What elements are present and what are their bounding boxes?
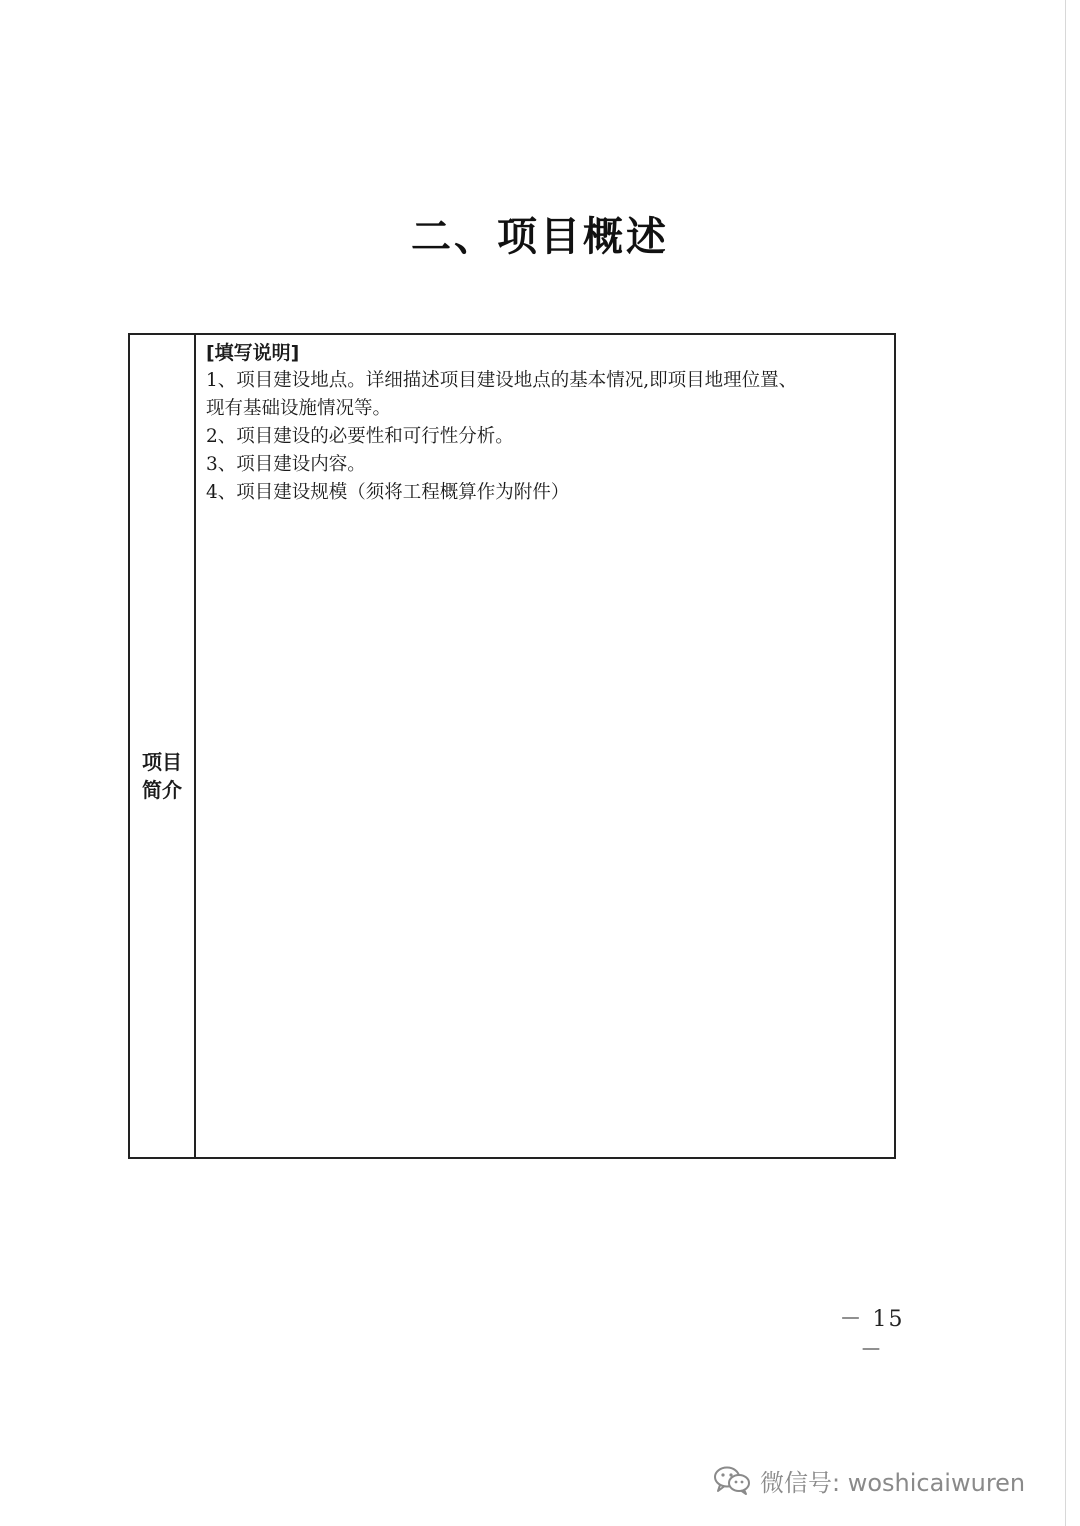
instruction-line-3: 2、项目建设的必要性和可行性分析。 (206, 426, 514, 447)
instructions-heading: [填写说明] (206, 342, 300, 364)
row-label (139, 748, 185, 804)
page-number: － 15 － (839, 1307, 905, 1363)
row-label-line-2: 简介 (142, 778, 182, 802)
project-intro-content-cell[interactable] (196, 335, 894, 1157)
row-label-cell (130, 335, 196, 1157)
row-label-line-1: 项目 (142, 750, 182, 774)
instruction-line-4: 3、项目建设内容。 (206, 454, 366, 475)
project-overview-table (128, 333, 896, 1159)
instruction-line-5: 4、项目建设规模（须将工程概算作为附件） (206, 482, 570, 503)
instruction-line-1: 1、项目建设地点。详细描述项目建设地点的基本情况,即项目地理位置、 (206, 370, 798, 391)
watermark (712, 1460, 1025, 1500)
page-title: 二、项目概述 (411, 214, 669, 260)
wechat-icon (712, 1464, 752, 1496)
instruction-line-2: 现有基础设施情况等。 (206, 398, 392, 419)
watermark-text: 微信号: woshicaiwuren (760, 1468, 1026, 1497)
